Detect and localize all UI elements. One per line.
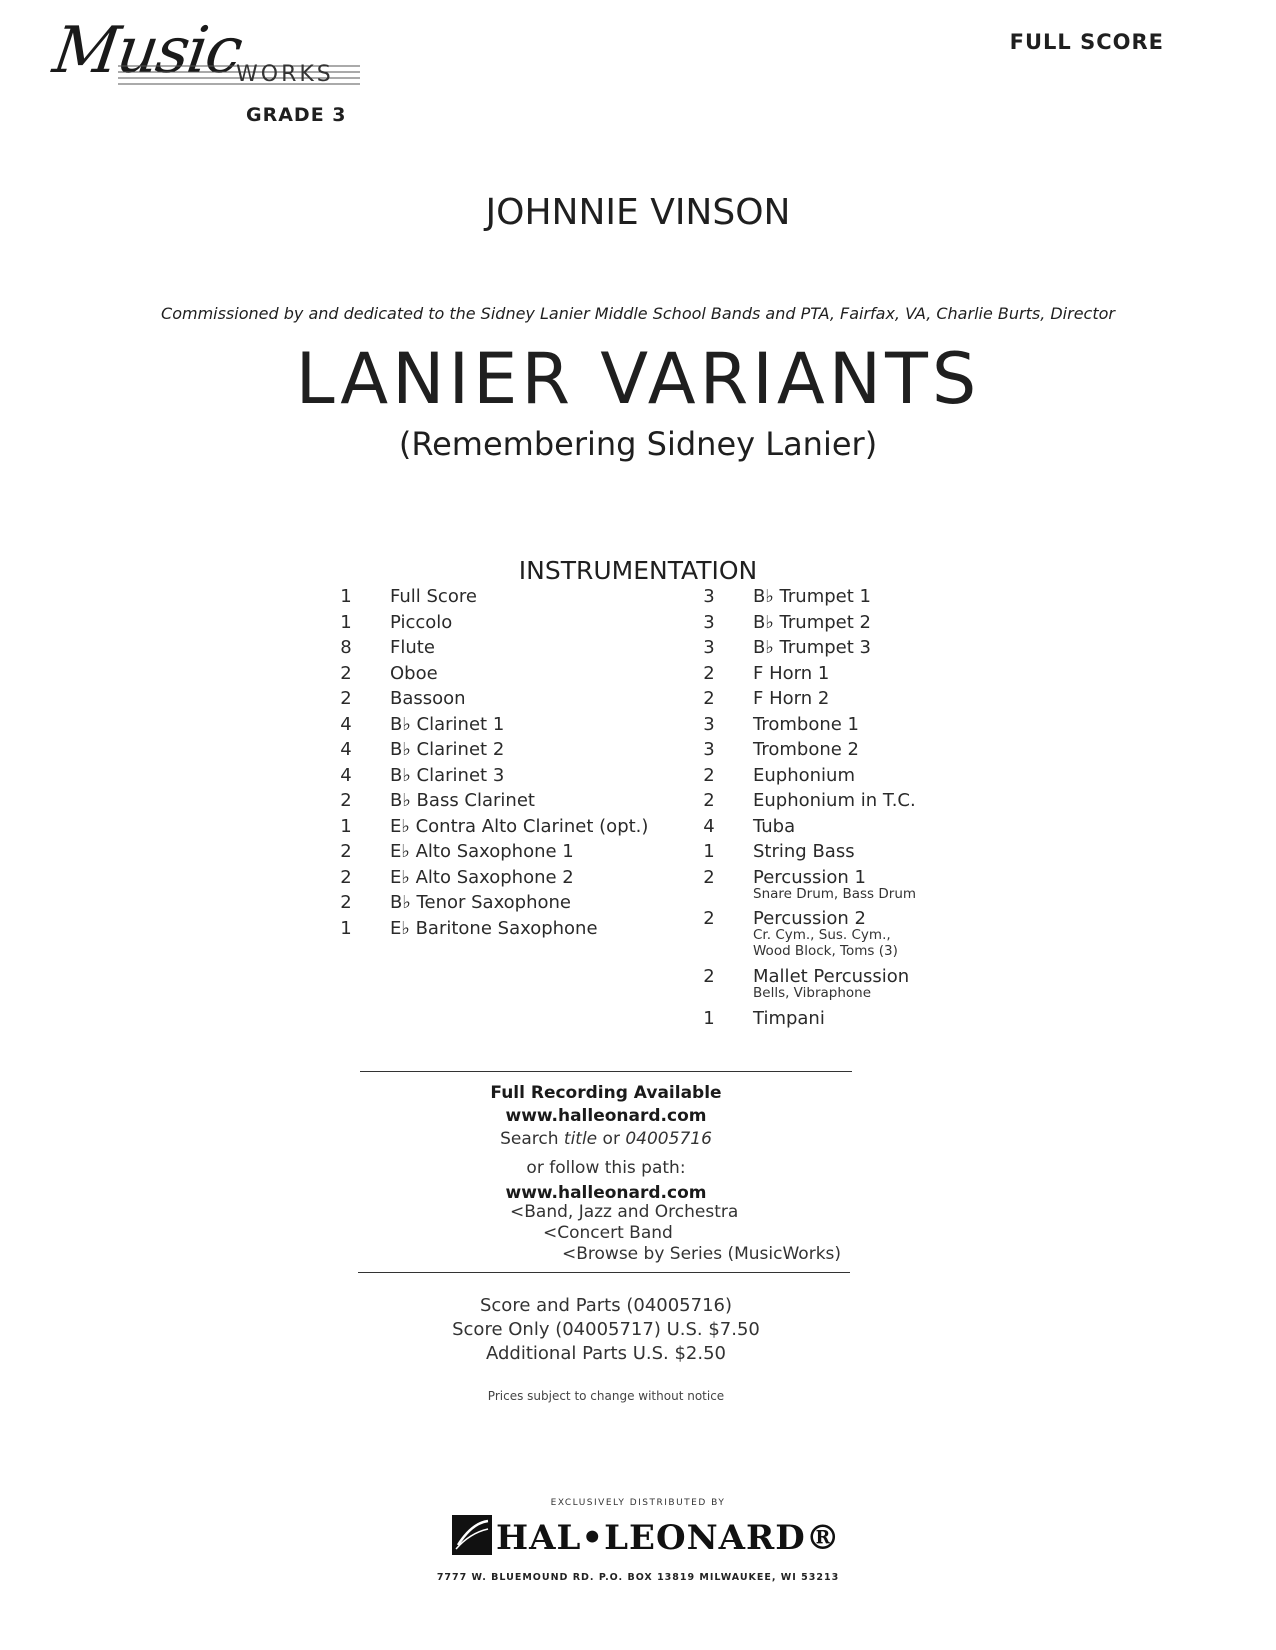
quantity: 3 (703, 637, 715, 658)
instrument-name: Trombone 1 (753, 713, 859, 735)
recording-heading: Full Recording Available (490, 1083, 722, 1103)
commission-note: Commissioned by and dedicated to the Sidney Lanier Middle School Bands and PTA, Fairfax, VA, Charlie Burts, Director (161, 304, 1115, 323)
instrument-name: Percussion 1 (753, 866, 866, 888)
price-line: Score and Parts (04005716) (479, 1295, 733, 1316)
instrument-name: Piccolo (390, 611, 453, 633)
quantity: 3 (703, 611, 715, 633)
quantity: 4 (340, 739, 352, 760)
instrument-name: B♭ Clarinet 3 (390, 764, 505, 786)
search-instruction: Search title or 04005716 (500, 1129, 712, 1149)
quantity: 2 (703, 790, 715, 811)
composer-name: JOHNNIE VINSON (485, 192, 791, 233)
instrument-name: B♭ Trumpet 3 (753, 637, 871, 658)
instrument-detail: Cr. Cym., Sus. Cym., (753, 927, 891, 943)
instrument-name: B♭ Trumpet 1 (753, 586, 871, 607)
instrument-name: Euphonium (753, 764, 855, 786)
divider (358, 1272, 850, 1273)
instrumentation-left-column (334, 586, 664, 946)
instrument-name: F Horn 2 (753, 688, 830, 709)
path-step: <Band, Jazz and Orchestra (510, 1202, 739, 1222)
instrument-name: E♭ Baritone Saxophone (390, 917, 598, 939)
price-notice: Prices subject to change without notice (487, 1389, 725, 1403)
quantity: 2 (703, 866, 715, 888)
instrument-detail: Bells, Vibraphone (753, 985, 872, 1001)
quantity: 2 (340, 892, 352, 913)
quantity: 8 (340, 637, 352, 658)
quantity: 2 (703, 908, 715, 929)
quantity: 4 (340, 764, 352, 786)
instrument-name: B♭ Bass Clarinet (390, 790, 535, 811)
website-link[interactable]: www.halleonard.com (505, 1106, 707, 1126)
grade-label: GRADE 3 (246, 104, 347, 126)
instrument-name: Mallet Percussion (753, 966, 910, 987)
instrument-name: E♭ Alto Saxophone 2 (390, 866, 574, 888)
quantity: 2 (340, 688, 352, 709)
musicworks-logo: Music (48, 14, 246, 88)
quantity: 3 (703, 586, 715, 607)
instrument-detail: Wood Block, Toms (3) (753, 943, 898, 959)
page-subtitle: (Remembering Sidney Lanier) (398, 425, 878, 463)
instrument-name: E♭ Contra Alto Clarinet (opt.) (390, 815, 649, 837)
instrument-name: Percussion 2 (753, 908, 866, 929)
quantity: 1 (703, 1008, 715, 1029)
quantity: 4 (340, 713, 352, 735)
quantity: 3 (703, 739, 715, 760)
instrument-name: Flute (390, 637, 435, 658)
quantity: 2 (703, 688, 715, 709)
quantity: 2 (703, 966, 715, 987)
quantity: 2 (703, 662, 715, 684)
hal-leonard-brand: HAL•LEONARD® (496, 1518, 841, 1558)
quantity: 1 (340, 815, 352, 837)
instrument-name: B♭ Tenor Saxophone (390, 892, 572, 913)
quantity: 2 (340, 662, 352, 684)
distributor-address: 7777 W. BLUEMOUND RD. P.O. BOX 13819 MILWAUKEE, WI 53213 (436, 1572, 840, 1583)
distributor-label: EXCLUSIVELY DISTRIBUTED BY (550, 1498, 726, 1508)
quantity: 1 (703, 841, 715, 862)
hal-leonard-logo-icon (452, 1515, 492, 1555)
divider (360, 1071, 852, 1072)
instrument-name: F Horn 1 (753, 662, 830, 684)
pricing-info (360, 1294, 852, 1366)
instrument-name: Trombone 2 (753, 739, 859, 760)
price-line: Score Only (04005717) U.S. $7.50 (452, 1319, 760, 1340)
path-step: <Concert Band (543, 1223, 673, 1243)
instrumentation-right-column (697, 586, 997, 1036)
follow-path-text: or follow this path: (526, 1158, 686, 1178)
quantity: 2 (340, 866, 352, 888)
instrument-name: B♭ Trumpet 2 (753, 611, 871, 633)
page-title: LANIER VARIANTS (295, 338, 981, 420)
path-step: <Browse by Series (MusicWorks) (562, 1244, 842, 1264)
quantity: 2 (340, 790, 352, 811)
instrument-name: B♭ Clarinet 2 (390, 739, 505, 760)
instrument-name: Euphonium in T.C. (753, 790, 916, 811)
instrument-name: Full Score (390, 586, 477, 607)
instrument-name: Timpani (753, 1008, 825, 1029)
instrument-name: E♭ Alto Saxophone 1 (390, 841, 574, 862)
website-link[interactable]: www.halleonard.com (505, 1183, 707, 1203)
quantity: 1 (340, 586, 352, 607)
instrument-name: Tuba (753, 815, 796, 837)
quantity: 2 (340, 841, 352, 862)
price-line: Additional Parts U.S. $2.50 (485, 1343, 726, 1364)
instrument-name: Bassoon (390, 688, 466, 709)
instrument-name: Oboe (390, 662, 438, 684)
instrument-name: B♭ Clarinet 1 (390, 713, 505, 735)
logo-works-text: WORKS (236, 62, 334, 87)
instrument-detail: Snare Drum, Bass Drum (753, 886, 917, 902)
quantity: 1 (340, 917, 352, 939)
quantity: 3 (703, 713, 715, 735)
instrumentation-heading: INSTRUMENTATION (518, 556, 758, 585)
quantity: 4 (703, 815, 715, 837)
instrument-name: String Bass (753, 841, 855, 862)
quantity: 1 (340, 611, 352, 633)
quantity: 2 (703, 764, 715, 786)
recording-info (360, 1082, 852, 1205)
full-score-label: FULL SCORE (1009, 30, 1164, 54)
